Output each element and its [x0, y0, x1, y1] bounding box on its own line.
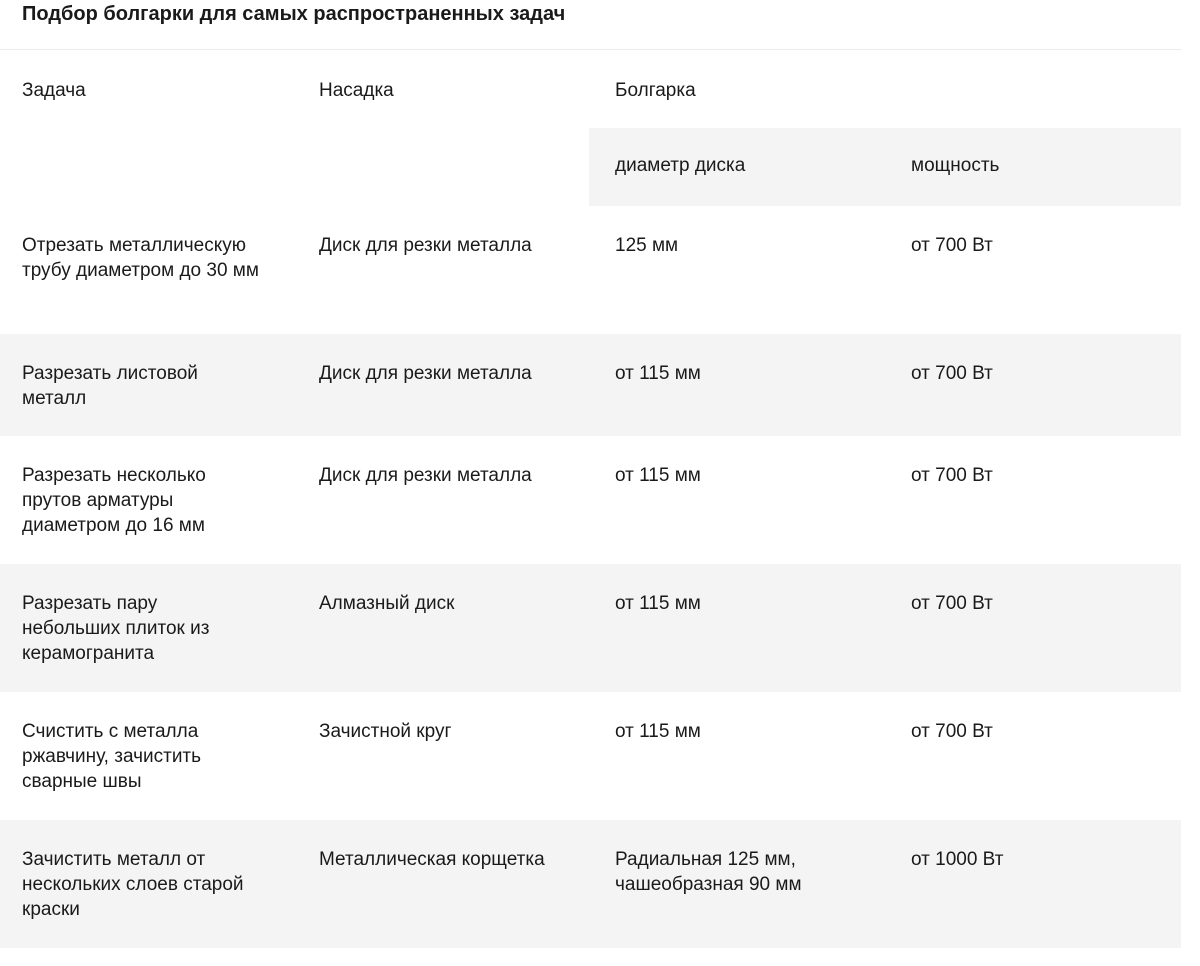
- table-row: [0, 564, 1181, 692]
- row-diameter: от 115 мм: [615, 465, 701, 486]
- row-power: от 700 Вт: [911, 593, 993, 614]
- row-task: Зачистить металл от нескольких слоев старой краски: [22, 849, 244, 920]
- row-attachment: Диск для резки металла: [319, 465, 532, 486]
- row-power: от 700 Вт: [911, 363, 993, 384]
- header-disc-diameter: диаметр диска: [615, 155, 746, 176]
- row-task: Счистить с металла ржавчину, зачистить сварные швы: [22, 721, 202, 792]
- table-row: [0, 820, 1181, 948]
- row-power: от 700 Вт: [911, 721, 993, 742]
- row-power: от 1000 Вт: [911, 849, 1004, 870]
- row-task: Разрезать несколько прутов арматуры диаметром до 16 мм: [22, 465, 206, 536]
- row-power: от 700 Вт: [911, 235, 993, 256]
- row-diameter: от 115 мм: [615, 363, 701, 384]
- row-diameter: от 115 мм: [615, 593, 701, 614]
- row-diameter: от 115 мм: [615, 721, 701, 742]
- row-diameter: Радиальная 125 мм, чашеобразная 90 мм: [615, 849, 802, 895]
- row-attachment: Зачистной круг: [319, 721, 452, 742]
- row-attachment: Алмазный диск: [319, 593, 455, 614]
- row-attachment: Диск для резки металла: [319, 235, 532, 256]
- header-grinder: Болгарка: [615, 80, 696, 101]
- row-task: Отрезать металлическую трубу диаметром до 30 мм: [22, 235, 259, 281]
- title-divider: [0, 49, 1181, 50]
- table-row: [0, 692, 1181, 820]
- row-diameter: 125 мм: [615, 235, 679, 256]
- row-task: Разрезать пару небольших плиток из керамогранита: [22, 593, 210, 664]
- header-attachment: Насадка: [319, 80, 394, 101]
- table-row: [0, 206, 1181, 334]
- row-task: Разрезать листовой металл: [22, 363, 198, 409]
- table-row: [0, 436, 1181, 564]
- header-task: Задача: [22, 80, 86, 101]
- table-row: [0, 334, 1181, 436]
- row-attachment: Металлическая корщетка: [319, 849, 545, 870]
- row-attachment: Диск для резки металла: [319, 363, 532, 384]
- page-title: Подбор болгарки для самых распространенных задач: [22, 3, 566, 25]
- row-power: от 700 Вт: [911, 465, 993, 486]
- header-power: мощность: [911, 155, 1000, 176]
